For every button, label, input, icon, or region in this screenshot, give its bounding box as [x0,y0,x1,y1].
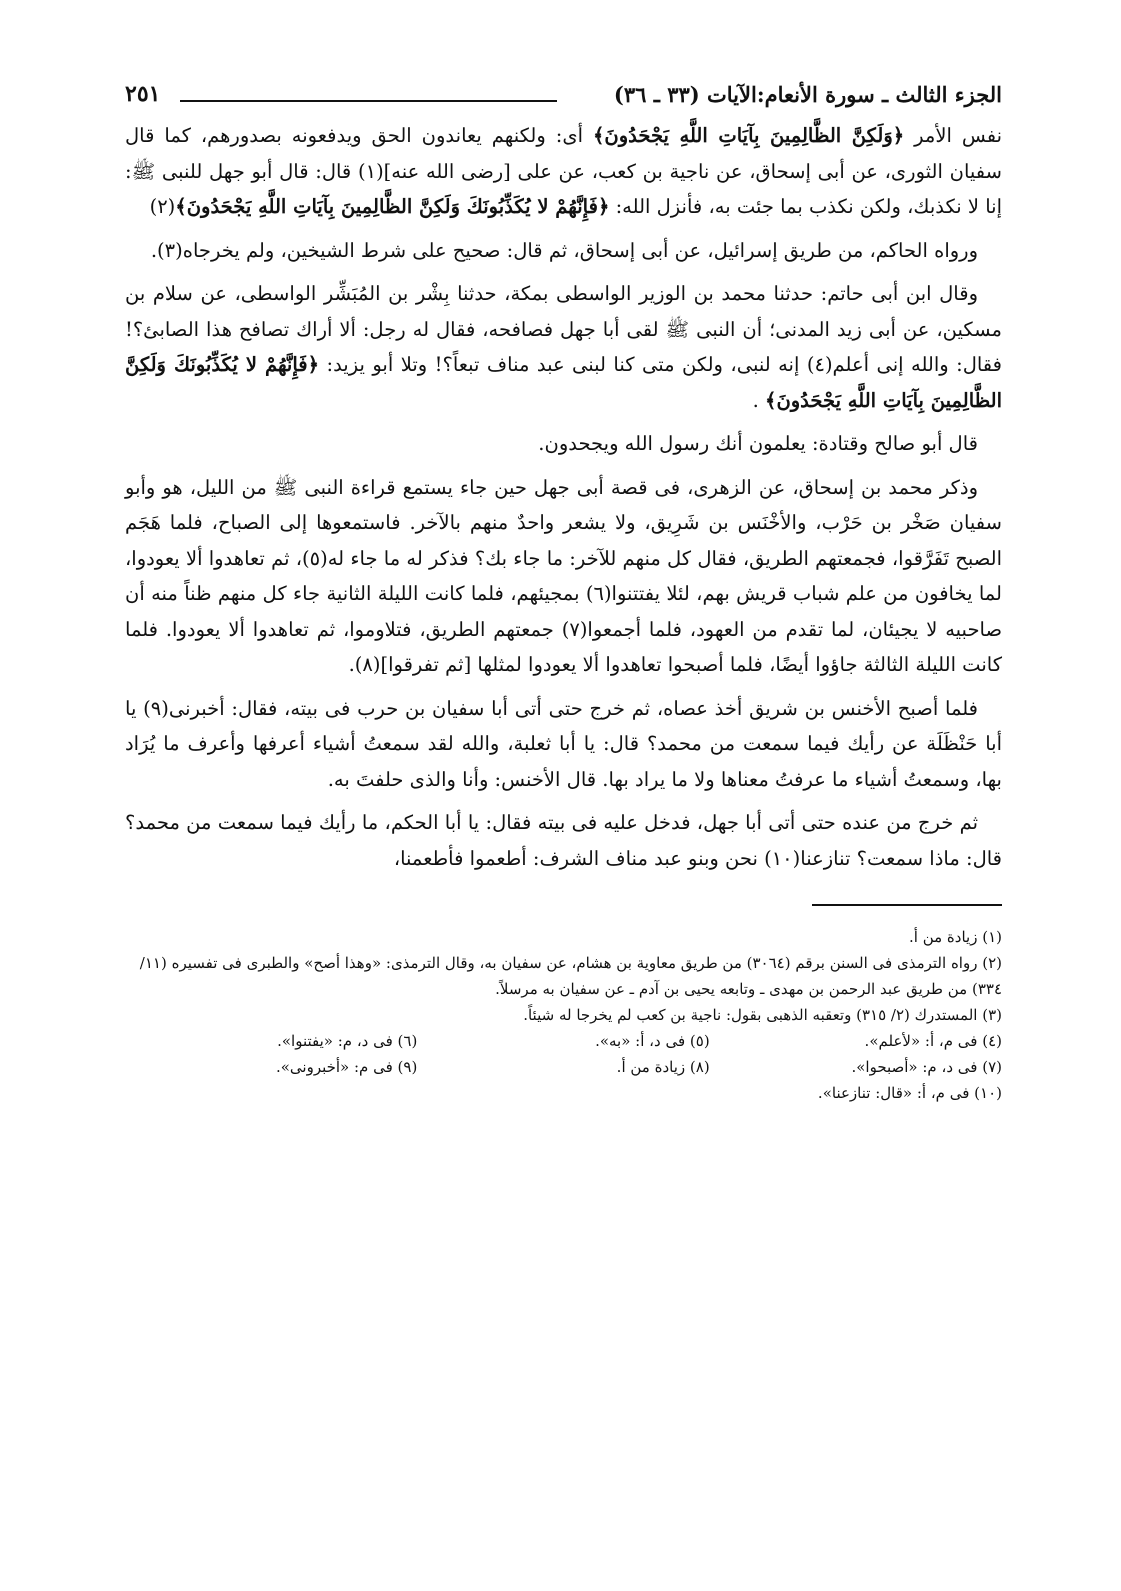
paragraph [125,118,1002,225]
footnote-row [125,1028,1002,1054]
footnote: (٩) فى م: «أخبرونى». [275,1058,418,1076]
paragraph [125,470,1002,683]
header-rule [180,100,557,102]
paragraph-text: أى: ولكنهم يعاندون الحق ويدفعونه بصدورهم، كما قال سفيان الثورى، عن أبى إسحاق، عن ناجية بن كعب، عن على [رضى الله عنه](١) قال: قال أبو جهل للنبى ﷺ: إنا لا نكذبك، ولكن نكذب بما جئت به، فأنزل الله: [125,124,1002,218]
paragraph-text: ورواه الحاكم، من طريق إسرائيل، عن أبى إسحاق، ثم قال: صحيح على شرط الشيخين، ولم يخرجاه(٣). [150,238,978,262]
paragraph [125,691,1002,798]
footnote: (٨) زيادة من أ. [616,1058,710,1076]
running-head: الجزء الثالث ـ سورة الأنعام:الآيات (٣٣ ـ ٣٦) [613,82,1002,107]
paragraph [125,426,1002,462]
footnote: (٦) فى د، م: «يفتنوا». [277,1032,418,1050]
page-number: ٢٥١ [125,81,161,107]
paragraph-text: ثم خرج من عنده حتى أتى أبا جهل، فدخل عليه فى بيته فقال: يا أبا الحكم، ما رأيك فيما سمعت من محمد؟ قال: ماذا سمعت؟ تنازعنا(١٠) نحن وبنو عبد مناف الشرف: أطعموا فأطعمنا، [125,811,1002,870]
main-text [125,118,1002,876]
footnote: (١) زيادة من أ. [909,928,1002,946]
footnotes [125,924,1002,1106]
paragraph-text: وقال ابن أبى حاتم: حدثنا محمد بن الوزير الواسطى بمكة، حدثنا بِشْر بن المُبَشِّر الواسطى، عن سلام بن مسكين، عن أبى زيد المدنى؛ أن النبى ﷺ لقى أبا جهل فصافحه، فقال له رجل: ألا أراك تصافح هذا الصابئ؟! فقال: والله إنى أعلم(٤) إنه لنبى، ولكن متى كنا لبنى عبد مناف تبعاً؟! وتلا أبو يزيد: [125,282,1002,376]
footnote: (٥) فى د، أ: «به». [595,1032,710,1050]
quran-verse: ﴿فَإِنَّهُمْ لا يُكَذِّبُونَكَ وَلَكِنَّ الظَّالِمِينَ بِآيَاتِ اللَّهِ يَجْحَدُونَ﴾ [125,353,1002,412]
paragraph-text: فلما أصبح الأخنس بن شريق أخذ عصاه، ثم خرج حتى أتى أبا سفيان بن حرب فى بيته، فقال: أخبرنى(٩) يا أبا حَنْظَلَة عن رأيك فيما سمعت من محمد؟ قال: يا أبا ثعلبة، والله لقد سمعتُ أشياء أعرفها وأعرف ما يُرَاد بها، وسمعتُ أشياء ما عرفتُ معناها ولا ما يراد بها. قال الأخنس: وأنا والذى حلفتَ به. [125,696,1002,791]
paragraph-text: وذكر محمد بن إسحاق، عن الزهرى، فى قصة أبى جهل حين جاء يستمع قراءة النبى ﷺ من الليل، هو وأبو سفيان صَخْر بن حَرْب، والأخْنَس بن شَرِيق، ولا يشعر واحدٌ منهم بالآخر. فاستمعوها إلى الصباح، فلما هَجَم الصبح تَفَرَّقوا، فجمعتهم الطريق، فقال كل منهم للآخر: ما جاء بك؟ فذكر له ما جاء له(٥)، ثم تعاهدوا ألا يعودوا، لما يخافون من علم شباب قريش بهم، لئلا يفتتنوا(٦) بمجيئهم، فلما كانت الليلة الثانية جاء كل منهم ظناً منه أن صاحبيه لا يجيئان، لما تقدم من العهود، فلما أجمعوا(٧) جمعتهم الطريق، فتلاوموا، ثم تعاهدوا ألا يعودوا. فلما كانت الليلة الثالثة جاؤوا أيضًا، فلما أصبحوا تعاهدوا ألا يعودوا لمثلها [ثم تفرقوا](٨). [125,475,1002,676]
paragraph-text: نفس الأمر [904,124,1003,147]
footnote: (١٠) فى م، أ: «قال: تنازعنا». [817,1084,1002,1102]
paragraph [125,233,1002,269]
paragraph [125,276,1002,418]
footnote-row [125,1054,1002,1080]
paragraph-text: قال أبو صالح وقتادة: يعلمون أنك رسول الله ويجحدون. [538,432,978,455]
footnote-separator [812,904,1002,906]
quran-verse: ﴿وَلَكِنَّ الظَّالِمِينَ بِآيَاتِ اللَّهِ يَجْحَدُونَ﴾ [592,124,905,147]
quran-verse: ﴿فَإِنَّهُمْ لا يُكَذِّبُونَكَ وَلَكِنَّ الظَّالِمِينَ بِآيَاتِ اللَّهِ يَجْحَدُونَ﴾ [175,195,610,218]
footnote: (٢) رواه الترمذى فى السنن برقم (٣٠٦٤) من طريق معاوية بن هشام، عن سفيان به، وقال الترمذى: «وهذا أصح» والطبرى فى تفسيره (١١/ ٣٣٤) من طريق عبد الرحمن بن مهدى ـ وتابعه يحيى بن آدم ـ عن سفيان به مرسلاً. [139,954,1002,998]
footnote: (٧) فى د، م: «أصبحوا». [851,1058,1002,1076]
page-header [125,78,1002,118]
paragraph [125,805,1002,876]
footnote: (٤) فى م، أ: «لأعلم». [864,1032,1002,1050]
document-page [125,78,1002,1106]
paragraph-text: . [752,388,766,412]
footnote: (٣) المستدرك (٢/ ٣١٥) وتعقبه الذهبى بقول: ناجية بن كعب لم يخرجا له شيئاً. [523,1006,1002,1024]
footnote-ref: (٢) [149,195,176,218]
